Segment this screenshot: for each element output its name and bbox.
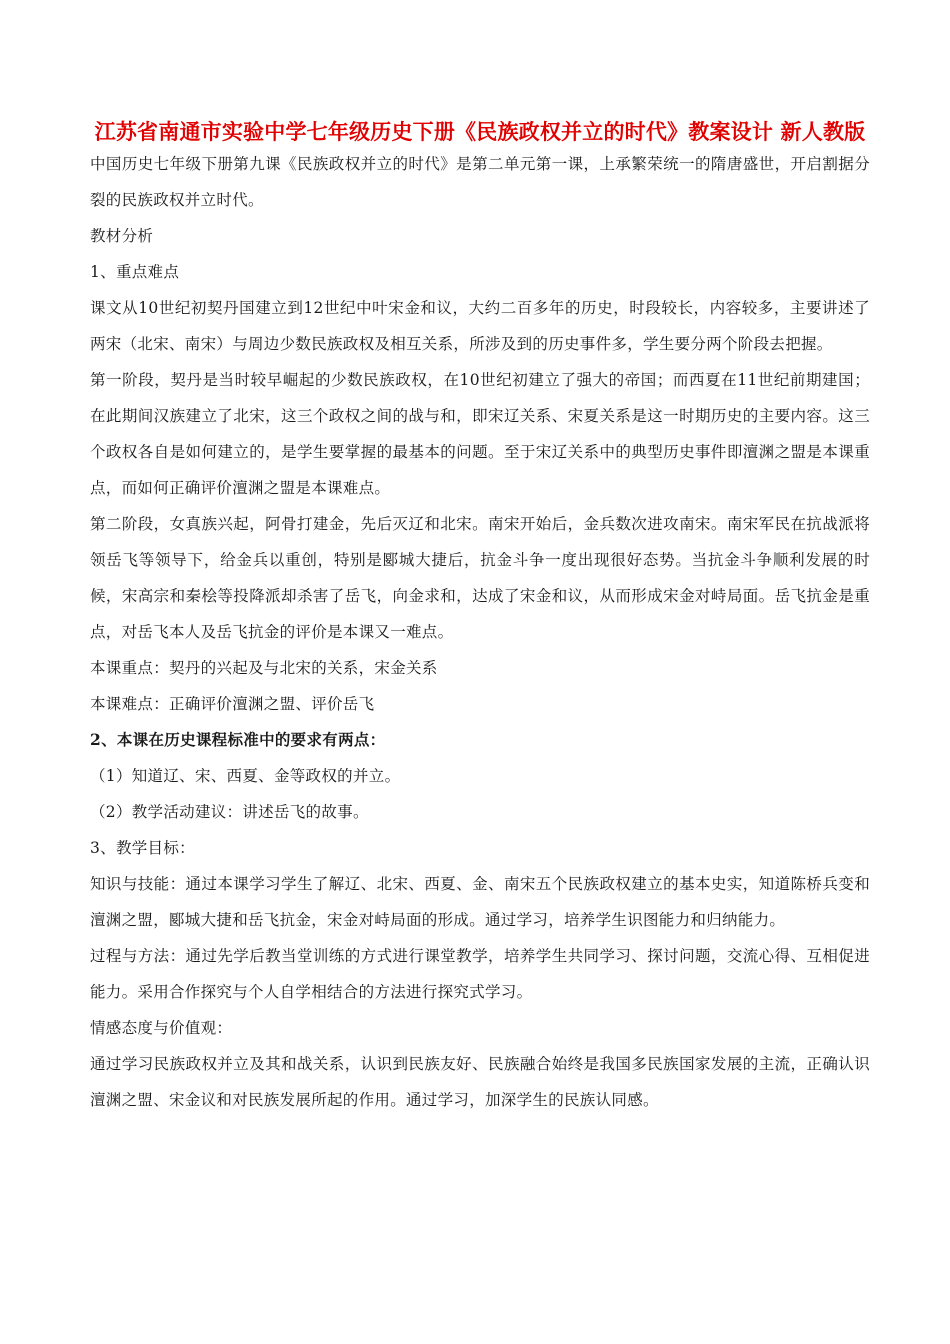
paragraph-knowledge-skills: 知识与技能：通过本课学习学生了解辽、北宋、西夏、金、南宋五个民族政权建立的基本史实，知道陈桥兵变和澶渊之盟，郾城大捷和岳飞抗金，宋金对峙局面的形成。通过学习，培养学生识图能力和归纳能力。 — [90, 875, 870, 929]
paragraph-emotional-values: 通过学习民族政权并立及其和战关系，认识到民族友好、民族融合始终是我国多民族国家发展的主流，正确认识澶渊之盟、宋金议和对民族发展所起的作用。通过学习，加深学生的民族认同感。 — [90, 1055, 870, 1109]
paragraph-overview: 课文从10世纪初契丹国建立到12世纪中叶宋金和议，大约二百多年的历史，时段较长，内容较多，主要讲述了两宋（北宋、南宋）与周边少数民族政权及相互关系，所涉及到的历史事件多，学生要分两个阶段去把握。 — [90, 299, 870, 353]
list-item-standard-2: （2）教学活动建议：讲述岳飞的故事。 — [90, 803, 369, 821]
intro-paragraph: 中国历史七年级下册第九课《民族政权并立的时代》是第二单元第一课，上承繁荣统一的隋唐盛世，开启割据分裂的民族政权并立时代。 — [90, 155, 870, 209]
subheading-key-points: 1、重点难点 — [90, 263, 180, 281]
subheading-teaching-goals: 3、教学目标： — [90, 839, 195, 857]
paragraph-process-methods: 过程与方法：通过先学后教当堂训练的方式进行课堂教学，培养学生共同学习、探讨问题，交流心得、互相促进能力。采用合作探究与个人自学相结合的方法进行探究式学习。 — [90, 947, 870, 1001]
paragraph-lesson-focus: 本课重点：契丹的兴起及与北宋的关系，宋金关系 — [90, 659, 438, 677]
subheading-emotional-values: 情感态度与价值观： — [90, 1019, 233, 1037]
paragraph-lesson-difficulty: 本课难点：正确评价澶渊之盟、评价岳飞 — [90, 695, 375, 713]
section-heading-textbook-analysis: 教材分析 — [90, 227, 154, 245]
subheading-curriculum-standard: 2、本课在历史课程标准中的要求有两点： — [90, 730, 386, 749]
document-page — [90, 118, 870, 1118]
document-title: 江苏省南通市实验中学七年级历史下册《民族政权并立的时代》教案设计 新人教版 — [94, 119, 866, 144]
paragraph-stage-two: 第二阶段，女真族兴起，阿骨打建金，先后灭辽和北宋。南宋开始后，金兵数次进攻南宋。南宋军民在抗战派将领岳飞等领导下，给金兵以重创，特别是郾城大捷后，抗金斗争一度出现很好态势。当抗金斗争顺利发展的时候，宋高宗和秦桧等投降派却杀害了岳飞，向金求和，达成了宋金和议，从而形成宋金对峙局面。岳飞抗金是重点，对岳飞本人及岳飞抗金的评价是本课又一难点。 — [90, 515, 870, 641]
paragraph-stage-one: 第一阶段，契丹是当时较早崛起的少数民族政权，在10世纪初建立了强大的帝国；而西夏在11世纪前期建国；在此期间汉族建立了北宋，这三个政权之间的战与和，即宋辽关系、宋夏关系是这一时期历史的主要内容。这三个政权各自是如何建立的，是学生要掌握的最基本的问题。至于宋辽关系中的典型历史事件即澶渊之盟是本课重点，而如何正确评价澶渊之盟是本课难点。 — [90, 371, 870, 497]
list-item-standard-1: （1）知道辽、宋、西夏、金等政权的并立。 — [90, 767, 401, 785]
